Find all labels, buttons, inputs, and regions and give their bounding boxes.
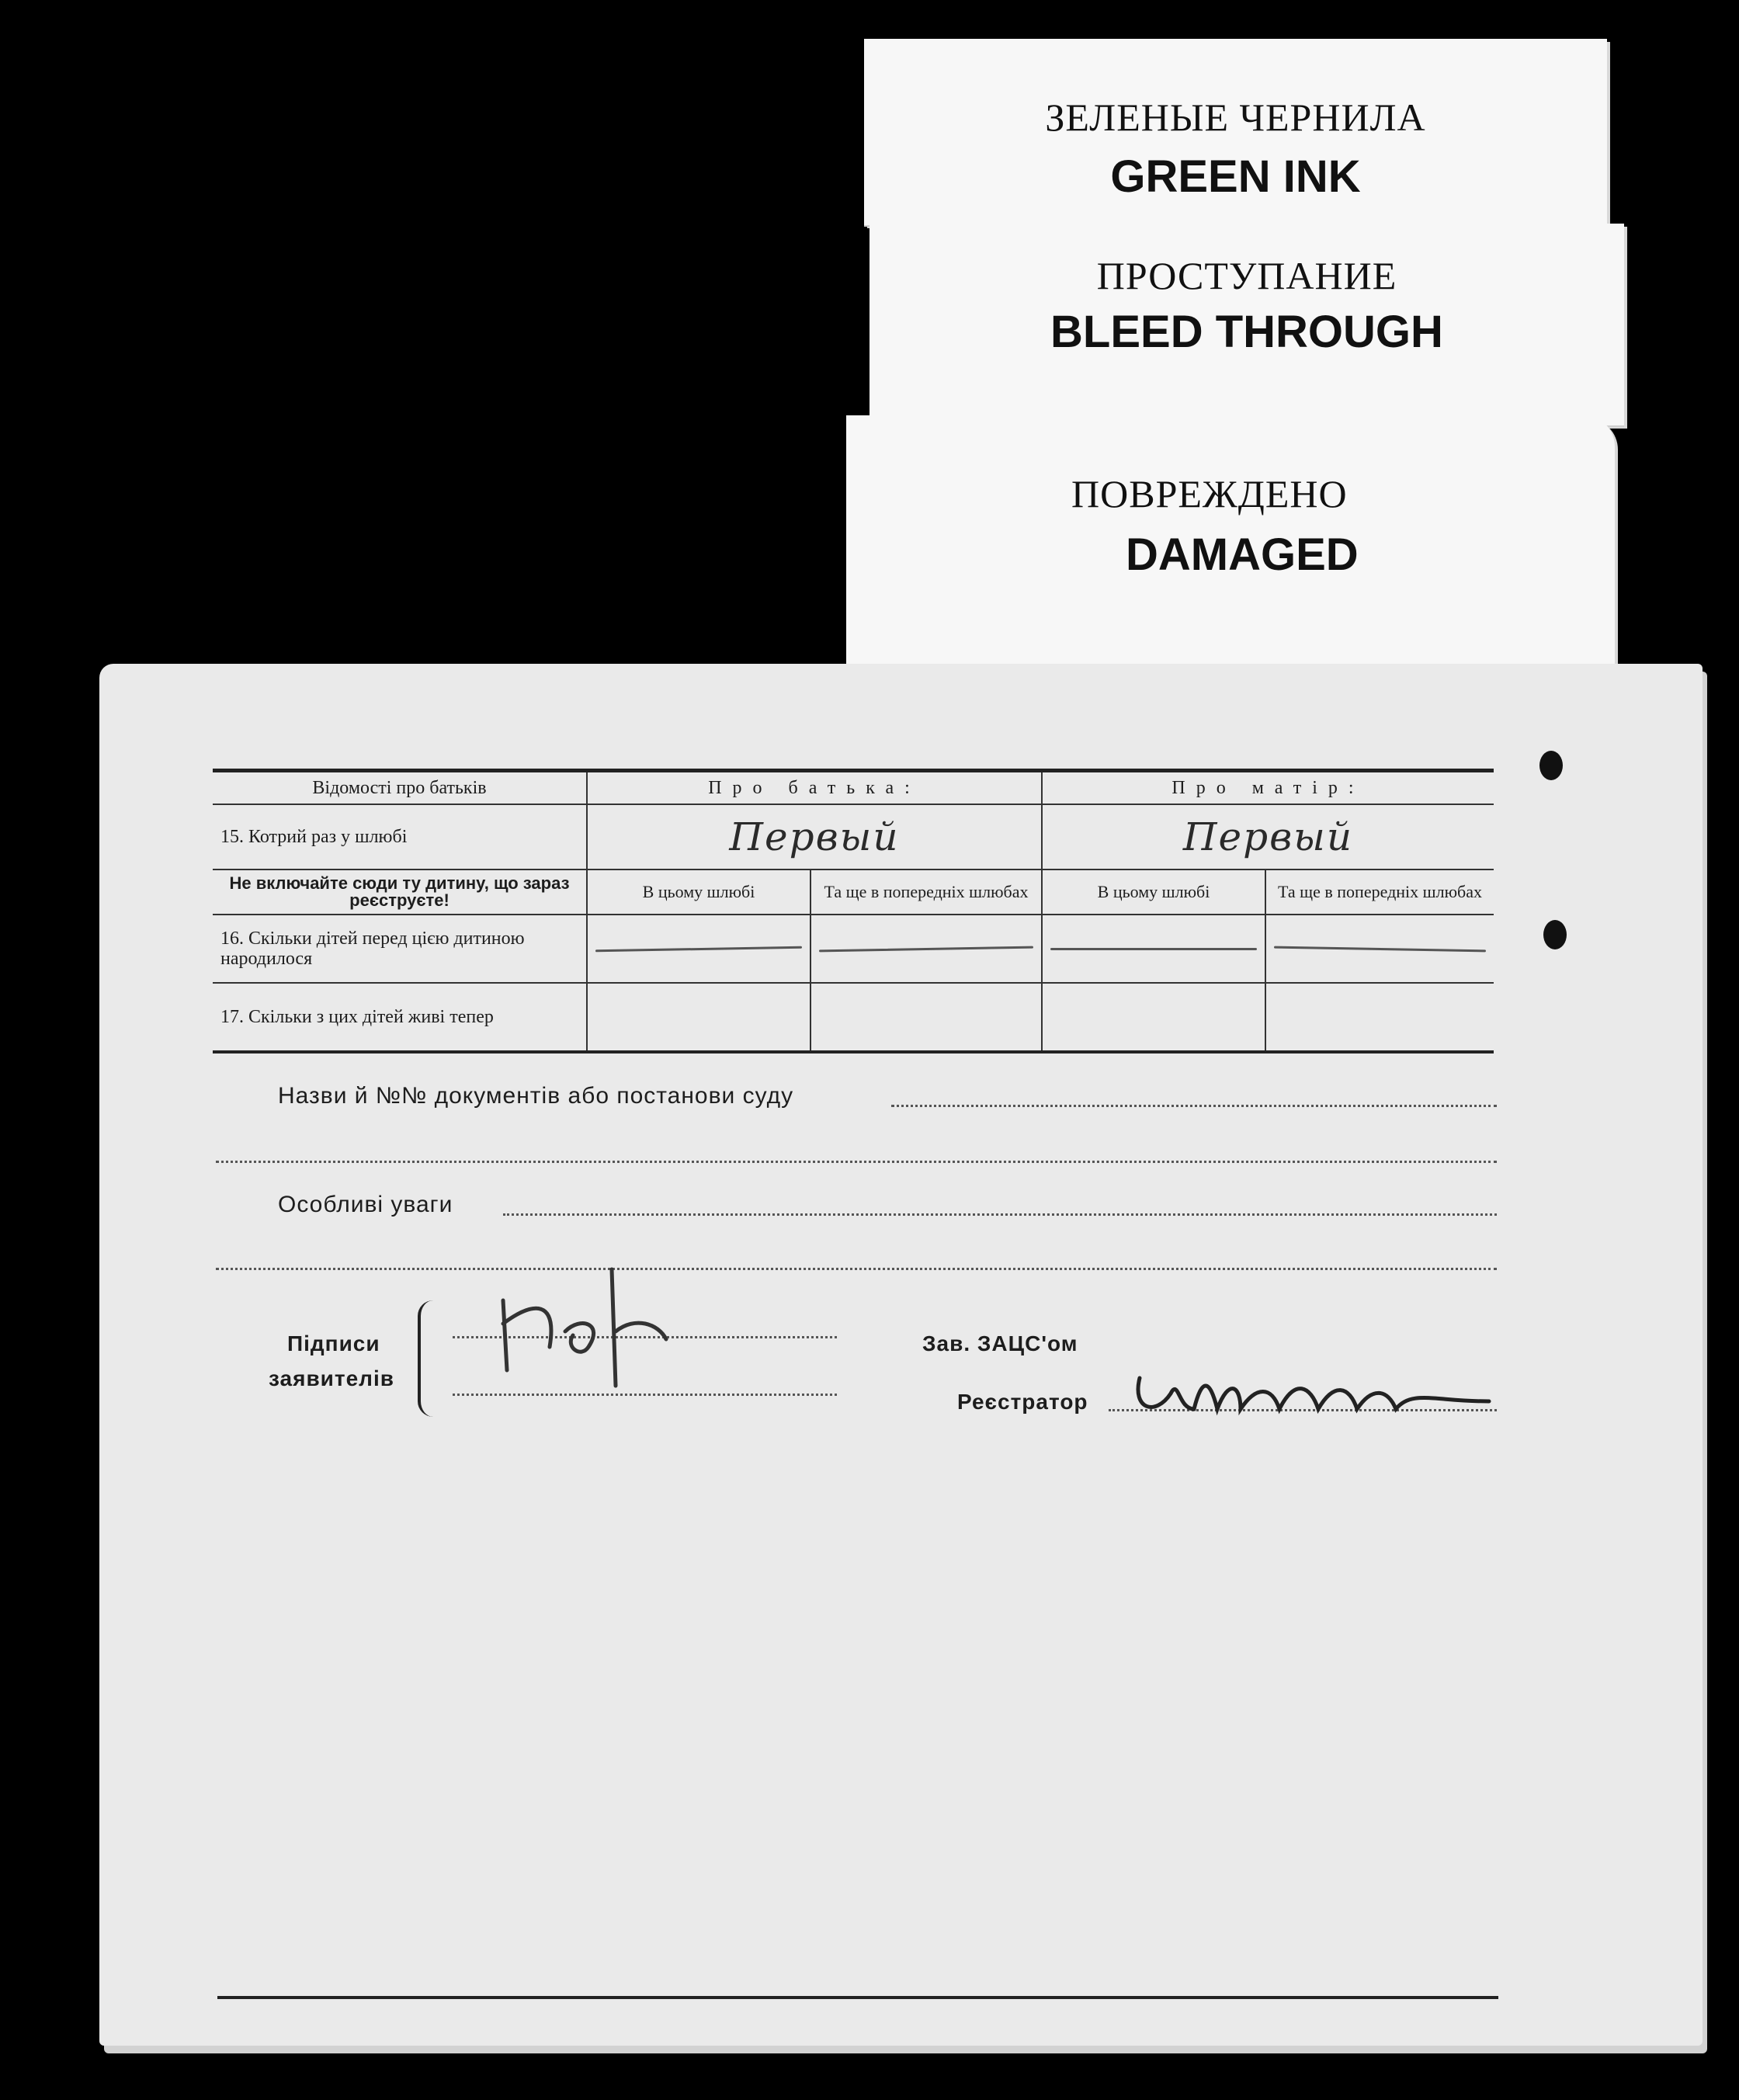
flag-green-ink-en: GREEN INK — [1110, 151, 1361, 202]
flag-damaged-ru: ПОВРЕЖДЕНО — [1071, 472, 1348, 515]
registrar-signature — [1124, 1347, 1497, 1425]
subheader-father-previous-marriages: Та ще в попередніх шлюбах — [810, 870, 1042, 915]
row15-father-value: Первый — [729, 814, 900, 859]
remarks-label: Особливі уваги — [278, 1192, 453, 1217]
applicant-signature — [488, 1254, 689, 1394]
row15-label: 15. Котрий раз у шлюбі — [213, 804, 587, 870]
punch-hole — [1543, 920, 1567, 949]
row16-dash — [810, 915, 1042, 983]
row15-mother-value: Первый — [1182, 814, 1354, 859]
row15-father-cell — [587, 804, 1042, 870]
documents-label: Назви й №№ документів або постанови суду — [278, 1083, 794, 1109]
signature-line-2 — [453, 1394, 837, 1396]
row16-dash — [587, 915, 810, 983]
register-sheet — [99, 664, 1703, 2046]
signatures-label-2: заявителів — [269, 1366, 394, 1390]
row16-dash — [1265, 915, 1494, 983]
documents-line — [891, 1105, 1497, 1107]
remarks-line — [503, 1213, 1497, 1216]
subheader-note: Не включайте сюди ту дитину, що зараз реєструєте! — [213, 870, 587, 915]
row17-cell — [1042, 983, 1265, 1052]
flag-bleed-through-en: BLEED THROUGH — [1050, 307, 1443, 357]
header-parents-info: Відомості про батьків — [213, 771, 587, 805]
subheader-mother-previous-marriages: Та ще в попередніх шлюбах — [1265, 870, 1494, 915]
head-label: Зав. ЗАЦС'ом — [922, 1331, 1078, 1355]
signatures-label-1: Підписи — [287, 1331, 380, 1355]
row17-label: 17. Скільки з цих дітей живі тепер — [213, 983, 587, 1052]
subheader-mother-this-marriage: В цьому шлюбі — [1042, 870, 1265, 915]
documents-line-2 — [216, 1161, 1497, 1163]
row16-label: 16. Скільки дітей перед цією дитиною народилося — [213, 915, 587, 983]
row17-cell — [587, 983, 810, 1052]
punch-hole — [1539, 751, 1563, 780]
flag-bleed-through — [870, 224, 1624, 425]
row15-mother-cell — [1042, 804, 1494, 870]
flag-damaged — [846, 415, 1615, 664]
registrar-label: Реєстратор — [957, 1390, 1088, 1414]
flag-bleed-through-ru: ПРОСТУПАНИЕ — [1096, 254, 1397, 297]
row17-cell — [810, 983, 1042, 1052]
header-mother: Про матір: — [1042, 771, 1494, 805]
subheader-father-this-marriage: В цьому шлюбі — [587, 870, 810, 915]
bottom-rule — [217, 1996, 1498, 1999]
remarks-line-2 — [216, 1268, 1497, 1270]
header-father: Про батька: — [587, 771, 1042, 805]
parents-info-table — [213, 769, 1494, 1053]
flag-green-ink-ru: ЗЕЛЕНЫЕ ЧЕРНИЛА — [1045, 95, 1426, 139]
row17-cell — [1265, 983, 1494, 1052]
row16-dash — [1042, 915, 1265, 983]
flag-damaged-en: DAMAGED — [1126, 529, 1359, 580]
signatures-brace — [418, 1300, 452, 1417]
flag-green-ink — [864, 39, 1607, 225]
